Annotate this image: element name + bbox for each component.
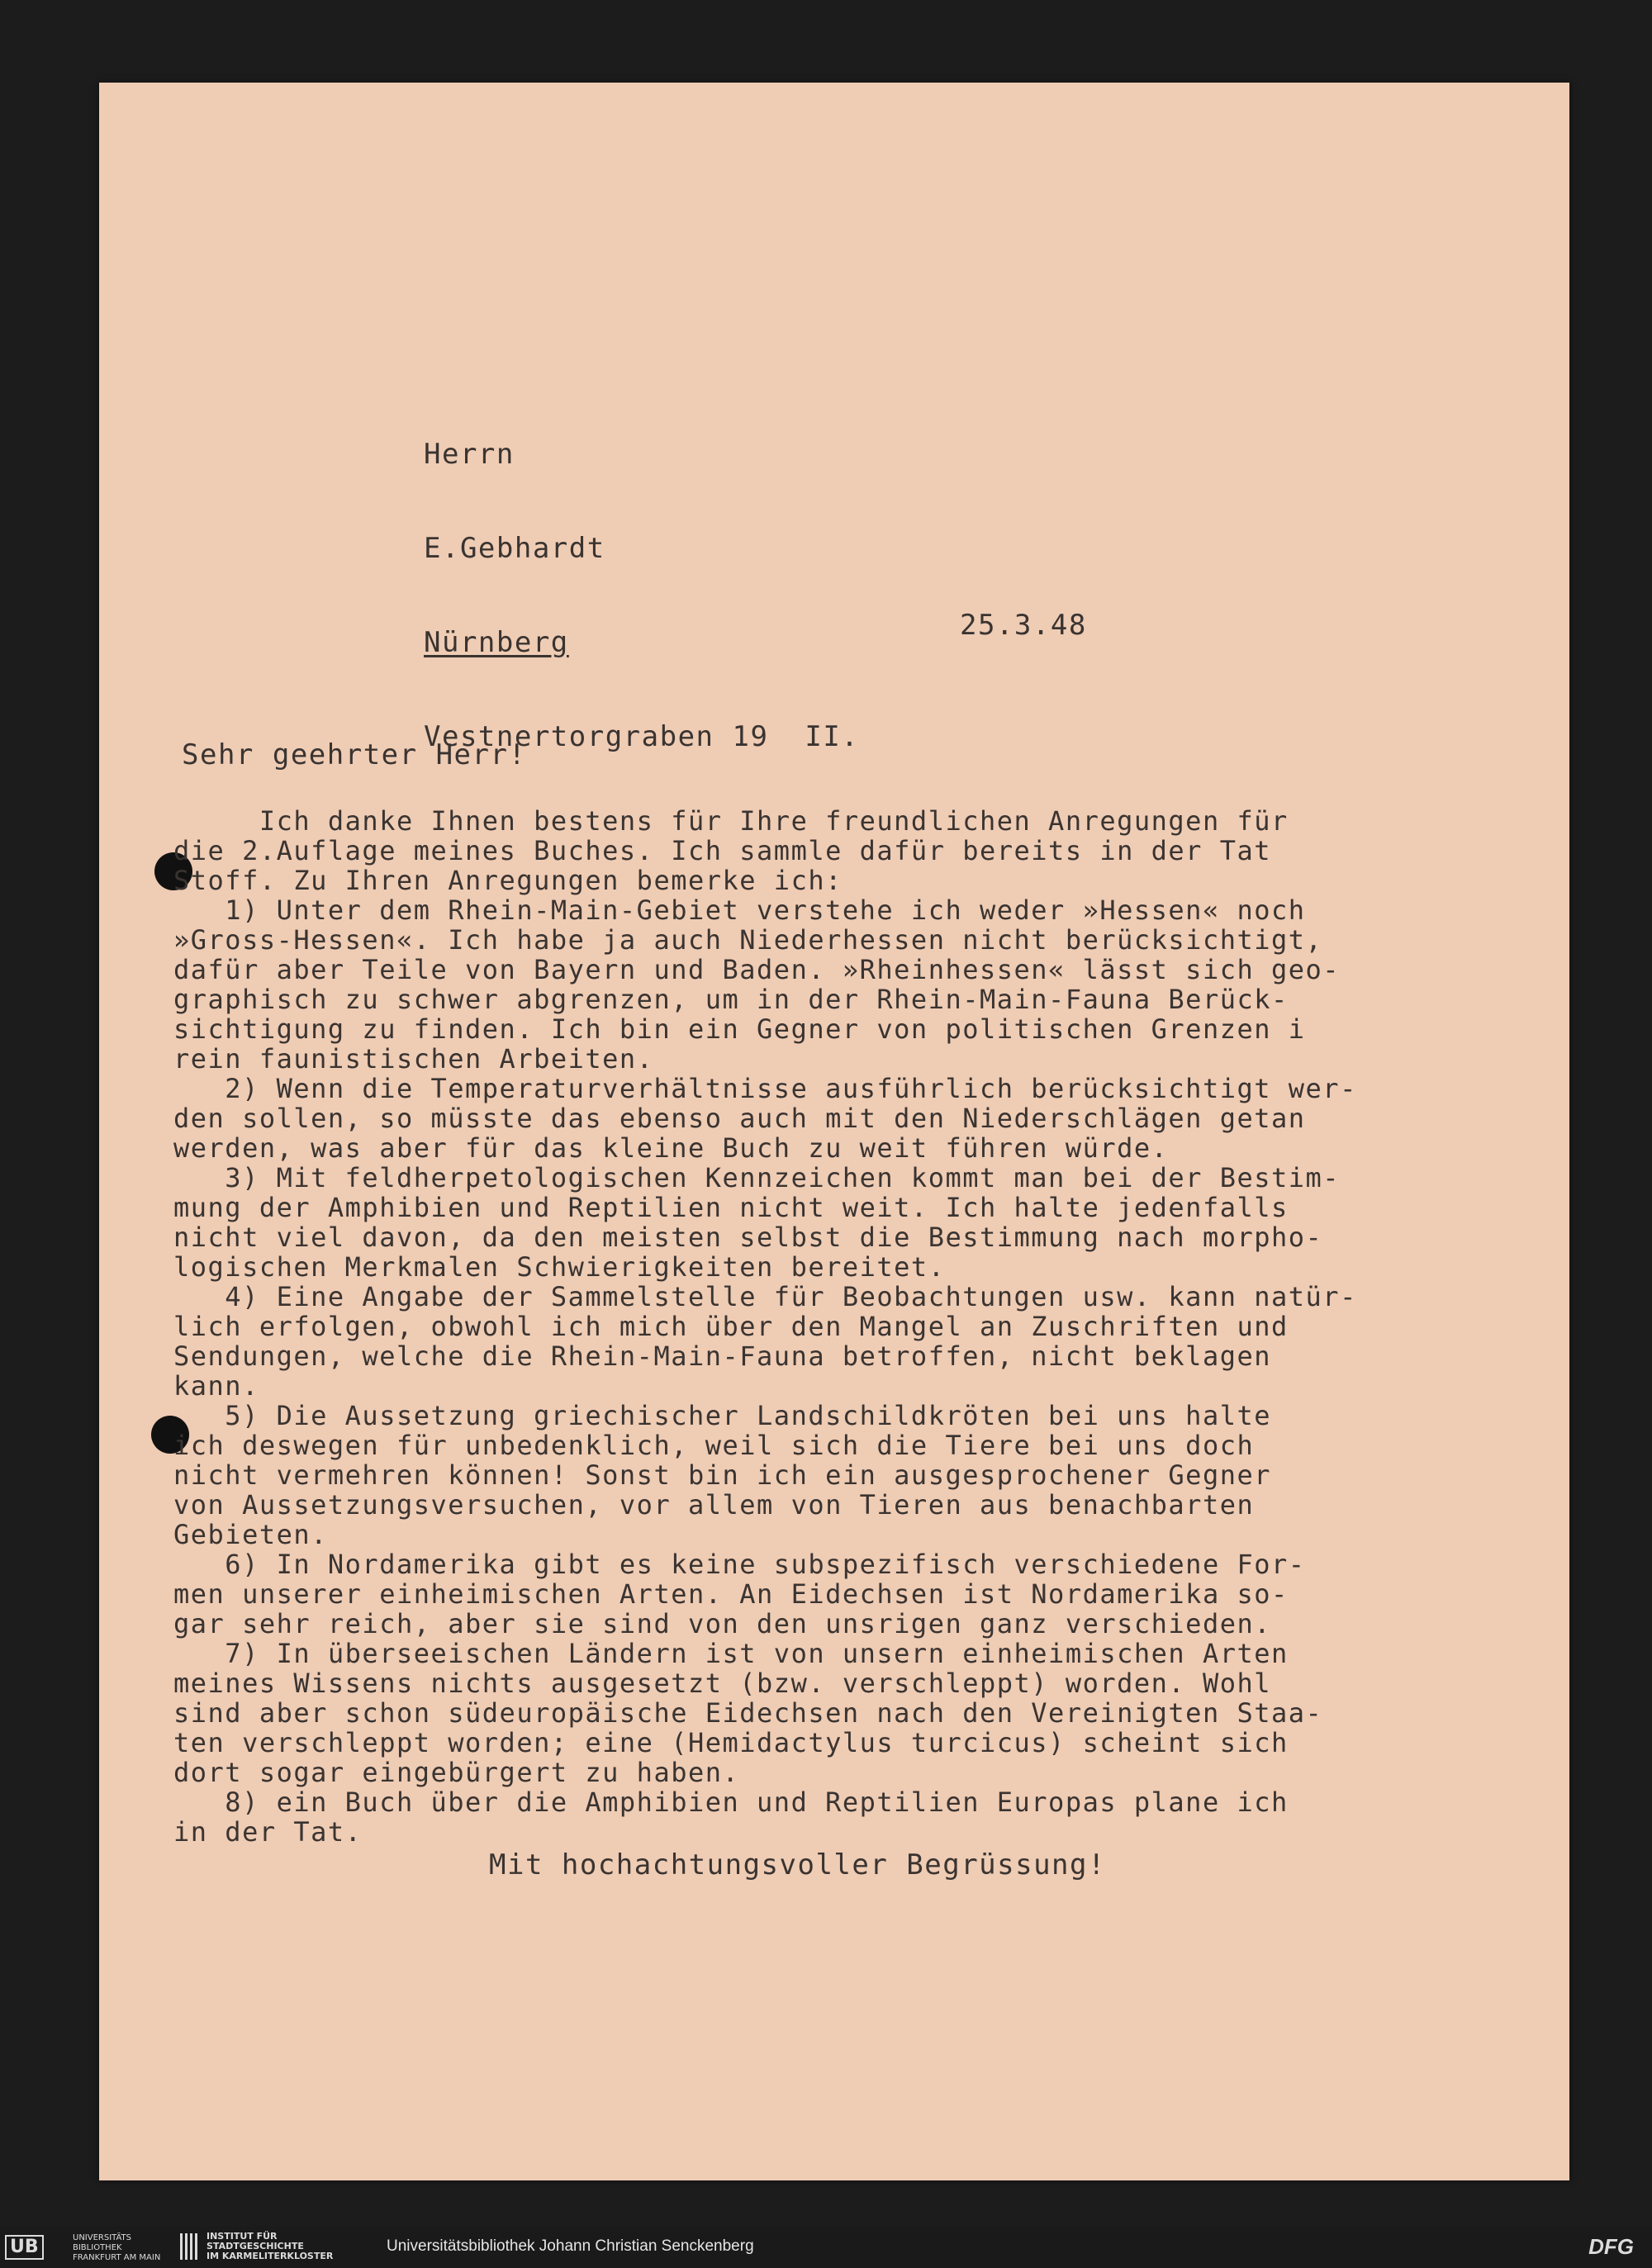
body-line: meines Wissens nichts ausgesetzt (bzw. verschleppt) worden. Wohl [173,1668,1271,1699]
body-line: 8) ein Buch über die Amphibien und Reptilien Europas plane ich [173,1786,1289,1818]
body-line: 6) In Nordamerika gibt es keine subspezifisch verschiedene For- [173,1549,1306,1580]
body-line: logischen Merkmalen Schwierigkeiten bereitet. [173,1251,946,1283]
address-line: Vestnertorgraben 19 II. [424,720,860,753]
body-line: nicht viel davon, da den meisten selbst die Bestimmung nach morpho- [173,1222,1323,1253]
body-line: von Aussetzungsversuchen, vor allem von Tieren aus benachbarten [173,1489,1255,1521]
isg-logo-text: INSTITUT FÜR STADTGESCHICHTE IM KARMELITERKLOSTER [206,2231,334,2261]
body-line: 2) Wenn die Temperaturverhältnisse ausführlich berücksichtigt wer- [173,1073,1357,1104]
body-line: graphisch zu schwer abgrenzen, um in der Rhein-Main-Fauna Berück- [173,984,1289,1015]
body-line: in der Tat. [173,1816,363,1848]
body-line: mung der Amphibien und Reptilien nicht weit. Ich halte jedenfalls [173,1192,1289,1223]
body-line: 4) Eine Angabe der Sammelstelle für Beobachtungen usw. kann natür- [173,1281,1357,1312]
body-line: nicht vermehren können! Sonst bin ich ein ausgesprochener Gegner [173,1459,1271,1491]
body-line: »Gross-Hessen«. Ich habe ja auch Niederhessen nicht berücksichtigt, [173,924,1323,956]
body-line: ten verschleppt worden; eine (Hemidactylus turcicus) scheint sich [173,1727,1289,1758]
body-line: men unserer einheimischen Arten. An Eidechsen ist Nordamerika so- [173,1578,1289,1610]
ub-logo-text: UNIVERSITÄTS BIBLIOTHEK FRANKFURT AM MAIN [73,2233,161,2262]
body-line: 1) Unter dem Rhein-Main-Gebiet verstehe ich weder »Hessen« noch [173,894,1306,926]
body-line: Sendungen, welche die Rhein-Main-Fauna betroffen, nicht beklagen [173,1340,1271,1372]
body-line: sind aber schon südeuropäische Eidechsen nach den Vereinigten Staa- [173,1697,1323,1729]
body-line: gar sehr reich, aber sie sind von den unsrigen ganz verschieden. [173,1608,1271,1639]
body-line: 7) In überseeischen Ländern ist von unsern einheimischen Arten [173,1638,1289,1669]
letter-date: 25.3.48 [960,609,1087,642]
address-city: Nürnberg [424,626,569,659]
body-line: werden, was aber für das kleine Buch zu weit führen würde. [173,1132,1169,1164]
body-line: lich erfolgen, obwohl ich mich über den Mangel an Zuschriften und [173,1311,1289,1342]
body-line: ich deswegen für unbedenklich, weil sich die Tiere bei uns doch [173,1430,1255,1461]
body-line: dafür aber Teile von Bayern und Baden. »Rheinhessen« lässt sich geo- [173,954,1341,985]
letter-body [173,806,1357,1847]
address-line: Herrn [424,438,515,471]
address-line: E.Gebhardt [424,532,605,565]
body-line: sichtigung zu finden. Ich bin ein Gegner von politischen Grenzen i [173,1013,1306,1045]
body-line: Gebieten. [173,1519,328,1550]
footer-bar [0,2227,1652,2268]
body-line: die 2.Auflage meines Buches. Ich sammle dafür bereits in der Tat [173,835,1271,866]
body-line: rein faunistischen Arbeiten. [173,1043,654,1075]
salutation: Sehr geehrter Herr! [182,738,527,771]
dfg-logo: DFG [1588,2234,1634,2259]
ub-logo: UB [5,2235,44,2260]
body-line: kann. [173,1370,259,1402]
body-line: den sollen, so müsste das ebenso auch mit den Niederschlägen getan [173,1103,1306,1134]
closing: Mit hochachtungsvoller Begrüssung! [489,1848,1106,1881]
body-line: Ich danke Ihnen bestens für Ihre freundlichen Anregungen für [173,805,1289,837]
body-line: dort sogar eingebürgert zu haben. [173,1757,740,1788]
body-line: 5) Die Aussetzung griechischer Landschildkröten bei uns halte [173,1400,1271,1431]
recipient-address [424,376,859,784]
body-line: Stoff. Zu Ihren Anregungen bemerke ich: [173,865,843,896]
isg-logo-icon [180,2233,200,2260]
library-name: Universitätsbibliothek Johann Christian Senckenberg [387,2237,754,2255]
body-line: 3) Mit feldherpetologischen Kennzeichen kommt man bei der Bestim- [173,1162,1341,1193]
